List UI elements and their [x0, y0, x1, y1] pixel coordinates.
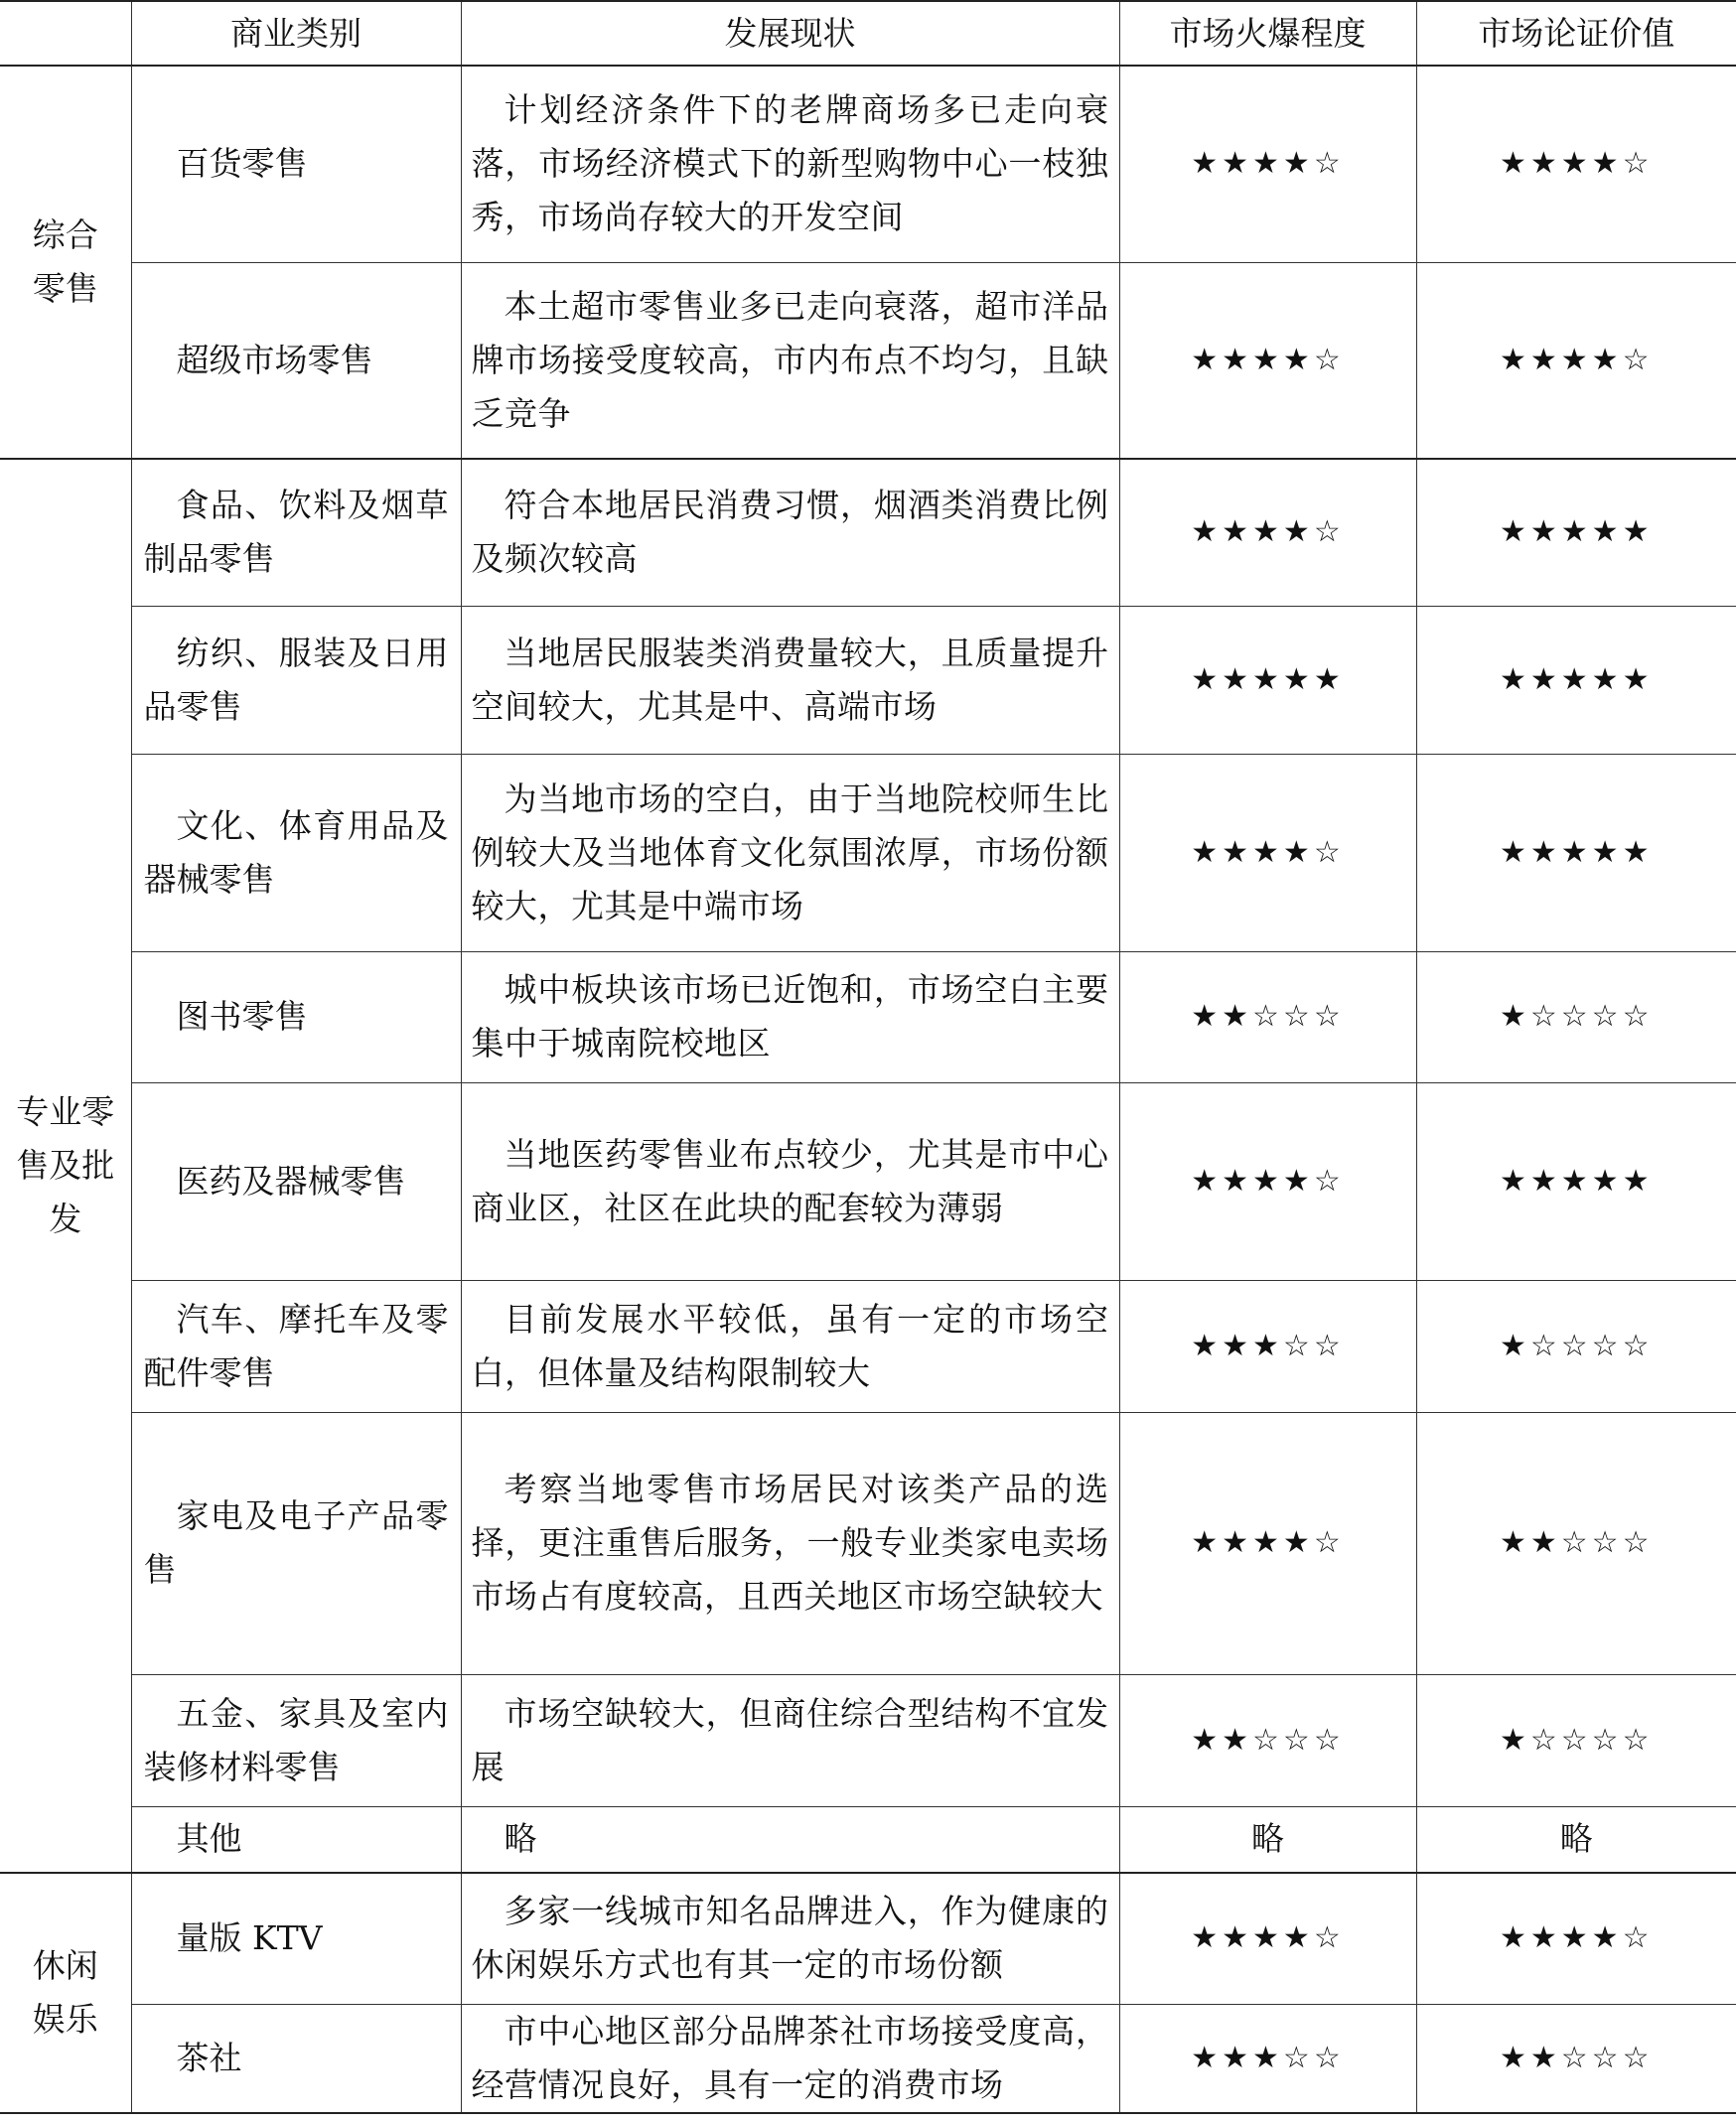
popularity-rating: ★★★☆☆ — [1119, 2004, 1416, 2113]
value-rating: 略 — [1416, 1806, 1736, 1873]
popularity-rating: ★★☆☆☆ — [1119, 951, 1416, 1082]
popularity-rating: ★★★★☆ — [1119, 1873, 1416, 2004]
popularity-rating: 略 — [1119, 1806, 1416, 1873]
group-label — [0, 1873, 131, 2113]
popularity-rating: ★★★★☆ — [1119, 66, 1416, 262]
category-cell: 汽车、摩托车及零配件零售 — [131, 1280, 461, 1412]
header-category: 商业类别 — [131, 1, 461, 66]
status-cell: 为当地市场的空白，由于当地院校师生比例较大及当地体育文化氛围浓厚，市场份额较大，尤其是中端市场 — [461, 754, 1119, 951]
table-row — [0, 606, 1736, 754]
status-cell: 目前发展水平较低，虽有一定的市场空白，但体量及结构限制较大 — [461, 1280, 1119, 1412]
status-cell: 略 — [461, 1806, 1119, 1873]
value-rating: ★★★★★ — [1416, 459, 1736, 606]
status-cell: 计划经济条件下的老牌商场多已走向衰落，市场经济模式下的新型购物中心一枝独秀，市场尚存较大的开发空间 — [461, 66, 1119, 262]
group-label-text: 综合零售 — [32, 215, 98, 308]
value-rating: ★★★★★ — [1416, 754, 1736, 951]
value-rating: ★★★★★ — [1416, 1082, 1736, 1280]
header-group — [0, 1, 131, 66]
status-cell: 考察当地零售市场居民对该类产品的选择，更注重售后服务，一般专业类家电卖场市场占有度较高，且西关地区市场空缺较大 — [461, 1412, 1119, 1674]
category-cell: 其他 — [131, 1806, 461, 1873]
table-row — [0, 951, 1736, 1082]
category-cell: 量版 KTV — [131, 1873, 461, 2004]
value-rating: ★★☆☆☆ — [1416, 1412, 1736, 1674]
status-cell: 符合本地居民消费习惯，烟酒类消费比例及频次较高 — [461, 459, 1119, 606]
status-cell: 当地居民服装类消费量较大，且质量提升空间较大，尤其是中、高端市场 — [461, 606, 1119, 754]
status-cell: 城中板块该市场已近饱和，市场空白主要集中于城南院校地区 — [461, 951, 1119, 1082]
category-cell: 文化、体育用品及器械零售 — [131, 754, 461, 951]
table-row — [0, 1873, 1736, 2004]
header-status: 发展现状 — [461, 1, 1119, 66]
category-cell: 家电及电子产品零售 — [131, 1412, 461, 1674]
table-row — [0, 754, 1736, 951]
table-row — [0, 1806, 1736, 1873]
status-cell: 本土超市零售业多已走向衰落，超市洋品牌市场接受度较高，市内布点不均匀，且缺乏竞争 — [461, 262, 1119, 459]
popularity-rating: ★★★★☆ — [1119, 459, 1416, 606]
value-rating: ★★★★★ — [1416, 606, 1736, 754]
table-row — [0, 262, 1736, 459]
table-row — [0, 1280, 1736, 1412]
header-row — [0, 1, 1736, 66]
category-cell: 超级市场零售 — [131, 262, 461, 459]
popularity-rating: ★★★★☆ — [1119, 754, 1416, 951]
group-label — [0, 66, 131, 459]
group-label — [0, 459, 131, 1873]
category-cell: 图书零售 — [131, 951, 461, 1082]
value-rating: ★★★★☆ — [1416, 262, 1736, 459]
category-cell: 茶社 — [131, 2004, 461, 2113]
popularity-rating: ★★★★☆ — [1119, 1412, 1416, 1674]
category-cell: 医药及器械零售 — [131, 1082, 461, 1280]
group-label-text: 休闲娱乐 — [32, 1946, 98, 2039]
table-row — [0, 2004, 1736, 2113]
value-rating: ★★★★☆ — [1416, 66, 1736, 262]
category-cell: 纺织、服装及日用品零售 — [131, 606, 461, 754]
group-label-text: 专业零售及批发 — [16, 1092, 115, 1238]
category-cell: 五金、家具及室内装修材料零售 — [131, 1674, 461, 1806]
table-row — [0, 1082, 1736, 1280]
table-row — [0, 1674, 1736, 1806]
header-popularity: 市场火爆程度 — [1119, 1, 1416, 66]
header-value: 市场论证价值 — [1416, 1, 1736, 66]
value-rating: ★★☆☆☆ — [1416, 2004, 1736, 2113]
category-cell: 百货零售 — [131, 66, 461, 262]
category-cell: 食品、饮料及烟草制品零售 — [131, 459, 461, 606]
value-rating: ★☆☆☆☆ — [1416, 1674, 1736, 1806]
value-rating: ★☆☆☆☆ — [1416, 951, 1736, 1082]
value-rating: ★☆☆☆☆ — [1416, 1280, 1736, 1412]
status-cell: 多家一线城市知名品牌进入，作为健康的休闲娱乐方式也有其一定的市场份额 — [461, 1873, 1119, 2004]
popularity-rating: ★★★★☆ — [1119, 1082, 1416, 1280]
table-row — [0, 1412, 1736, 1674]
table-row — [0, 459, 1736, 606]
table-row — [0, 66, 1736, 262]
popularity-rating: ★★★★☆ — [1119, 262, 1416, 459]
status-cell: 市场空缺较大，但商住综合型结构不宜发展 — [461, 1674, 1119, 1806]
popularity-rating: ★★★☆☆ — [1119, 1280, 1416, 1412]
value-rating: ★★★★☆ — [1416, 1873, 1736, 2004]
status-cell: 当地医药零售业布点较少，尤其是市中心商业区，社区在此块的配套较为薄弱 — [461, 1082, 1119, 1280]
popularity-rating: ★★★★★ — [1119, 606, 1416, 754]
status-cell: 市中心地区部分品牌茶社市场接受度高，经营情况良好，具有一定的消费市场 — [461, 2004, 1119, 2113]
popularity-rating: ★★☆☆☆ — [1119, 1674, 1416, 1806]
